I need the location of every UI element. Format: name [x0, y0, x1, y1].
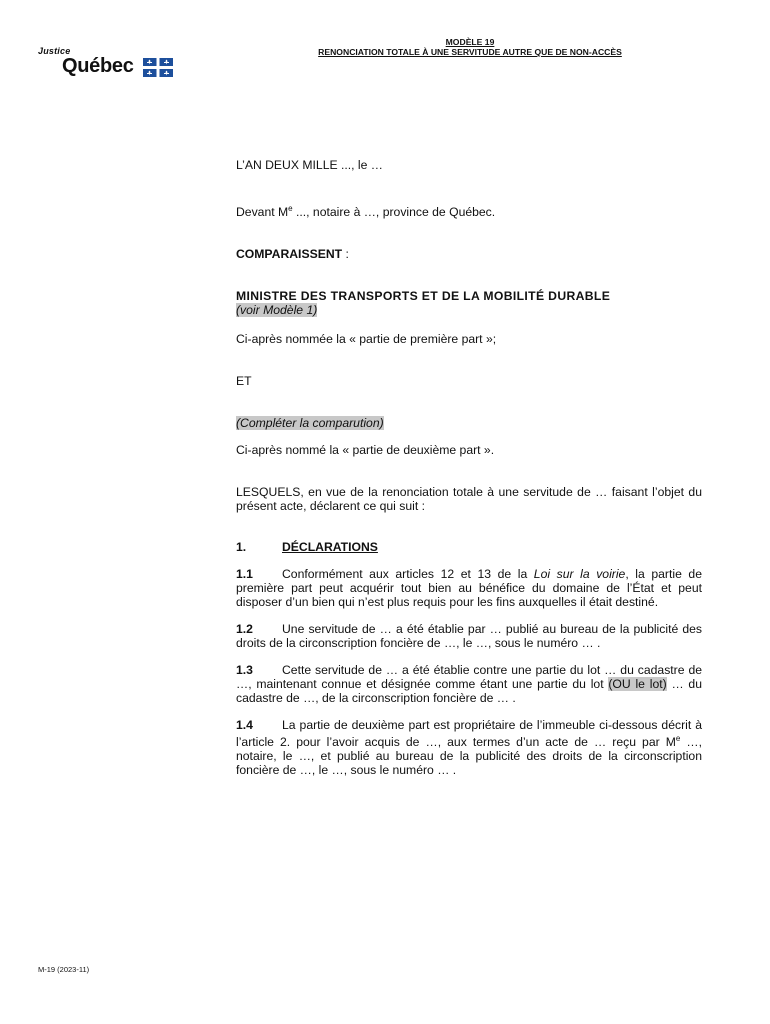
devant-pre: Devant M — [236, 205, 289, 220]
paragraph-1-4-post: …, notaire, le …, et publié au bureau de la publicité des droits de la circonscription foncière de …, le …, sous le numéro … . — [236, 735, 702, 778]
comparaissent-colon: : — [342, 247, 349, 262]
lesquels-paragraph: LESQUELS, en vue de la renonciation totale à une servitude de … faisant l’objet du présent acte, déclarent ce qui suit : — [236, 485, 702, 514]
model-subtitle: RENONCIATION TOTALE À UNE SERVITUDE AUTRE QUE DE NON-ACCÈS — [318, 47, 622, 57]
paragraph-1-1-pre: Conformément aux articles 12 et 13 de la — [282, 567, 534, 582]
comparaissent-heading — [236, 247, 702, 261]
devant-line — [236, 202, 702, 219]
document-body — [236, 158, 702, 777]
paragraph-1-4-number: 1.4 — [236, 718, 253, 733]
paragraph-1-3-post: … du cadastre de …, de la circonscription foncière de … . — [236, 677, 702, 706]
voir-modele-line — [236, 303, 702, 317]
paragraph-1-1-law: Loi sur la voirie — [533, 567, 626, 582]
devant-post: ..., notaire à …, province de Québec. — [292, 205, 496, 220]
paragraph-1-4-pre: La partie de deuxième part est propriétaire de l’immeuble ci-dessous décrit à l’article 2. pour l’avoir acquis de …, aux termes d’un acte de … reçu par M — [236, 718, 702, 750]
paragraph-1-3-pre: Cette servitude de … a été établie contre une partie du lot … du cadastre de …, maintenant connue et désignée comme étant une partie du lot — [236, 663, 702, 692]
paragraph-1-3-highlight: (OU le lot) — [608, 677, 667, 692]
ci-apres-premiere: Ci-après nommée la « partie de première part »; — [236, 332, 497, 347]
completer-line — [236, 416, 702, 430]
paragraph-1-1 — [236, 567, 702, 609]
section-1-title: DÉCLARATIONS — [282, 540, 378, 555]
paragraph-1-1-post: , la partie de première part peut acquérir tout bien au bénéfice du domaine de l’État et peut disposer d’un bien qui n’est plus requis pour les fins auxquelles il était destiné. — [236, 567, 702, 610]
devant-sup: e — [288, 204, 293, 213]
document-title — [300, 37, 640, 57]
logo-quebec-text: Québec — [62, 55, 134, 77]
section-1-number: 1. — [236, 540, 247, 555]
paragraph-1-4 — [236, 718, 702, 777]
date-line: L’AN DEUX MILLE ..., le … — [236, 158, 383, 172]
paragraph-1-3 — [236, 663, 702, 705]
completer-note: (Compléter la comparution) — [236, 416, 384, 431]
footer-code: M-19 (2023-11) — [38, 965, 90, 974]
comparaissent-text: COMPARAISSENT — [236, 247, 343, 262]
voir-modele-note: (voir Modèle 1) — [236, 303, 318, 318]
paragraph-1-2 — [236, 622, 702, 650]
paragraph-1-4-sup: e — [675, 734, 681, 744]
paragraph-1-1-number: 1.1 — [236, 567, 253, 582]
ministre-name: MINISTRE DES TRANSPORTS ET DE LA MOBILITÉ DURABLE — [236, 289, 611, 304]
ci-apres-deuxieme: Ci-après nommé la « partie de deuxième part ». — [236, 443, 495, 458]
model-number: MODÈLE 19 — [445, 37, 495, 47]
justice-quebec-logo — [38, 46, 178, 82]
logo-justice-text: Justice — [38, 46, 71, 56]
paragraph-1-3-number: 1.3 — [236, 663, 253, 678]
quebec-flag-icon — [143, 58, 173, 77]
paragraph-1-2-number: 1.2 — [236, 622, 253, 637]
section-1-heading — [236, 540, 702, 554]
et-separator: ET — [236, 374, 252, 389]
paragraph-1-2-text: Une servitude de … a été établie par … publié au bureau de la publicité des droits de la circonscription foncière de …, le …, sous le numéro … . — [236, 622, 702, 651]
